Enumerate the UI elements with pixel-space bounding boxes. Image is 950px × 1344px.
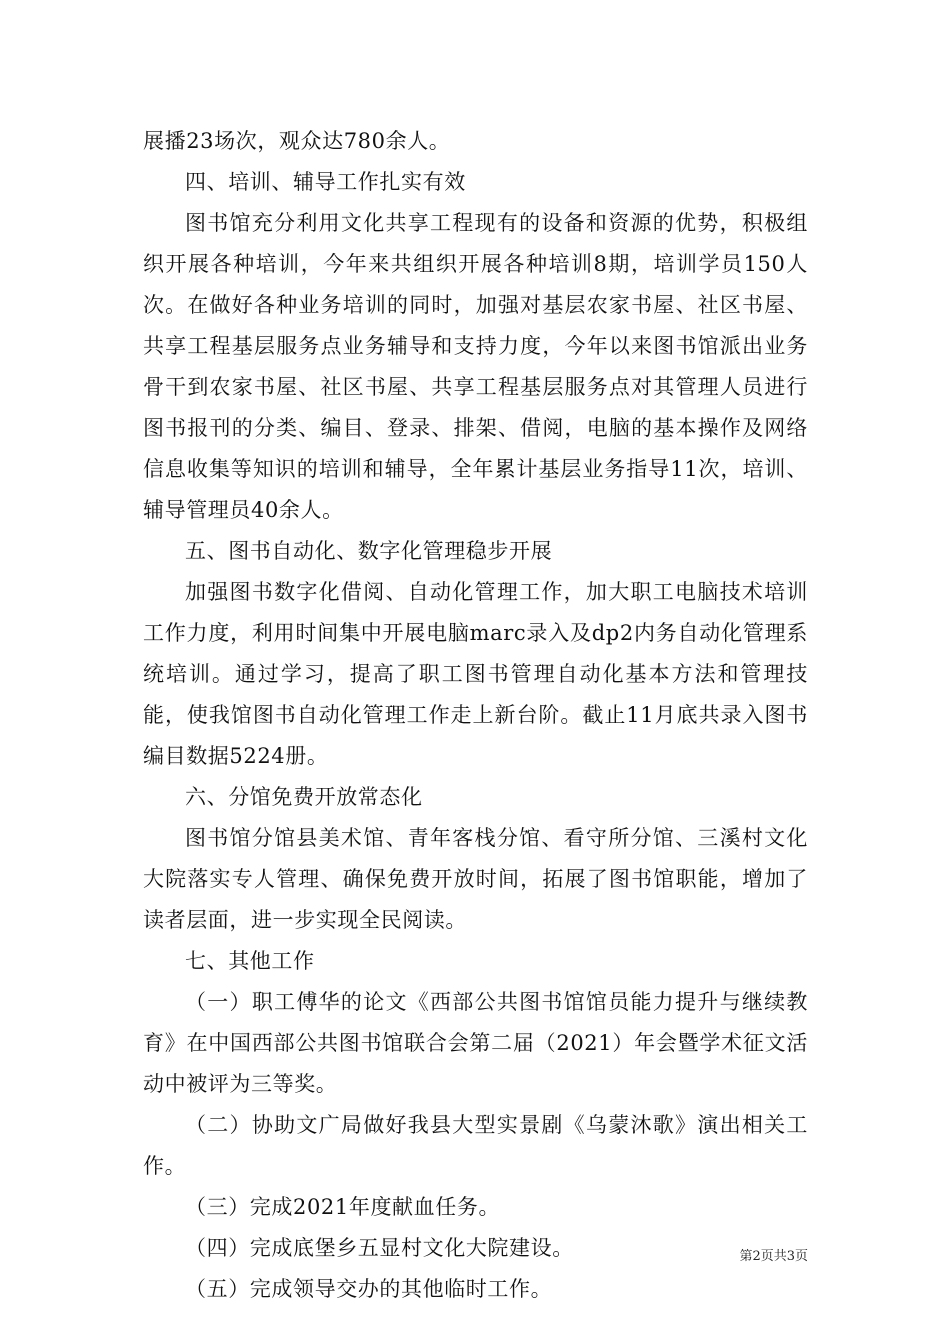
- list-item-other-5: （五）完成领导交办的其他临时工作。: [185, 1277, 553, 1301]
- list-item-other-2: （二）协助文广局做好我县大型实景剧《乌蒙沐歌》演出相关工作。: [143, 1113, 808, 1178]
- section-heading-training: 四、培训、辅导工作扎实有效: [185, 170, 466, 194]
- document-body: [143, 121, 808, 1310]
- section-heading-branches: 六、分馆免费开放常态化: [185, 785, 423, 809]
- paragraph-automation: 加强图书数字化借阅、自动化管理工作，加大职工电脑技术培训工作力度，利用时间集中开展电脑marc录入及dp2内务自动化管理系统培训。通过学习，提高了职工图书管理自动化基本方法和管理技能，使我馆图书自动化管理工作走上新台阶。截止11月底共录入图书编目数据5224册。: [143, 580, 808, 768]
- page-number-footer: 第2页共3页: [739, 1249, 808, 1264]
- list-item-other-4: （四）完成底堡乡五显村文化大院建设。: [185, 1236, 574, 1260]
- section-heading-other: 七、其他工作: [185, 949, 315, 973]
- paragraph-training: 图书馆充分利用文化共享工程现有的设备和资源的优势，积极组织开展各种培训，今年来共组织开展各种培训8期，培训学员150人次。在做好各种业务培训的同时，加强对基层农家书屋、社区书屋、共享工程基层服务点业务辅导和支持力度，今年以来图书馆派出业务骨干到农家书屋、社区书屋、共享工程基层服务点对其管理人员进行图书报刊的分类、编目、登录、排架、借阅，电脑的基本操作及网络信息收集等知识的培训和辅导，全年累计基层业务指导11次，培训、辅导管理员40余人。: [143, 211, 808, 522]
- list-item-other-3: （三）完成2021年度献血任务。: [185, 1195, 501, 1219]
- paragraph-continuation: 展播23场次，观众达780余人。: [143, 129, 451, 153]
- section-heading-automation: 五、图书自动化、数字化管理稳步开展: [185, 539, 553, 563]
- list-item-other-1: （一）职工傅华的论文《西部公共图书馆馆员能力提升与继续教育》在中国西部公共图书馆联合会第二届（2021）年会暨学术征文活动中被评为三等奖。: [143, 990, 808, 1096]
- paragraph-branches: 图书馆分馆县美术馆、青年客栈分馆、看守所分馆、三溪村文化大院落实专人管理、确保免费开放时间，拓展了图书馆职能，增加了读者层面，进一步实现全民阅读。: [143, 826, 808, 932]
